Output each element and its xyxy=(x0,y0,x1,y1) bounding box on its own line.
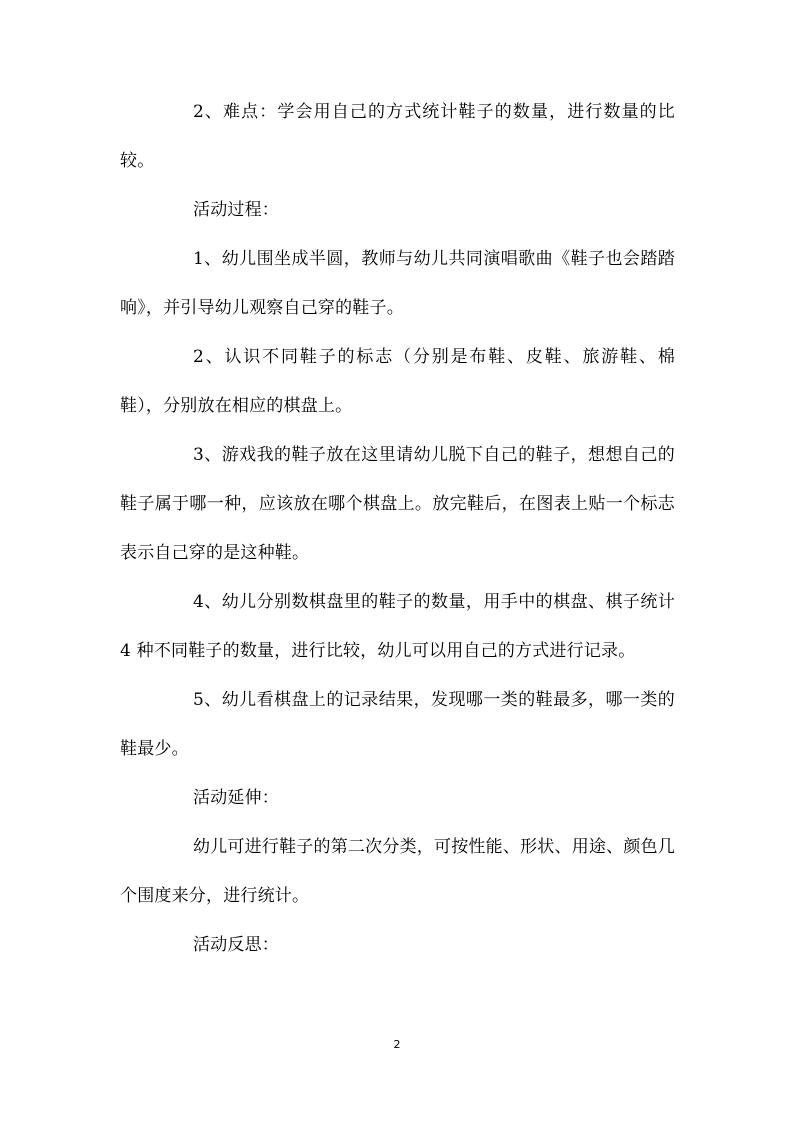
paragraph-step-1: 1、幼儿围坐成半圆，教师与幼儿共同演唱歌曲《鞋子也会踏踏响》，并引导幼儿观察自己穿的鞋子。 xyxy=(120,249,675,318)
heading-activity-reflection: 活动反思： xyxy=(193,935,279,955)
paragraph-step-3: 3、游戏我的鞋子放在这里请幼儿脱下自己的鞋子，想想自己的鞋子属于哪一种，应该放在哪个棋盘上。放完鞋后，在图表上贴一个标志表示自己穿的是这种鞋。 xyxy=(120,445,675,563)
paragraph-difficulty: 2、难点：学会用自己的方式统计鞋子的数量，进行数量的比较。 xyxy=(120,102,675,171)
paragraph-extension: 幼儿可进行鞋子的第二次分类，可按性能、形状、用途、颜色几个围度来分，进行统计。 xyxy=(120,837,675,906)
document-body xyxy=(120,88,675,970)
heading-activity-extension: 活动延伸： xyxy=(193,788,279,808)
paragraph-step-2: 2、认识不同鞋子的标志（分别是布鞋、皮鞋、旅游鞋、棉鞋），分别放在相应的棋盘上。 xyxy=(120,347,675,416)
heading-activity-process: 活动过程： xyxy=(193,200,279,220)
paragraph-step-5: 5、幼儿看棋盘上的记录结果，发现哪一类的鞋最多，哪一类的鞋最少。 xyxy=(120,690,675,759)
paragraph-step-4: 4、幼儿分别数棋盘里的鞋子的数量，用手中的棋盘、棋子统计 4 种不同鞋子的数量，进行比较，幼儿可以用自己的方式进行记录。 xyxy=(120,592,675,661)
page-number: 2 xyxy=(393,1038,401,1051)
